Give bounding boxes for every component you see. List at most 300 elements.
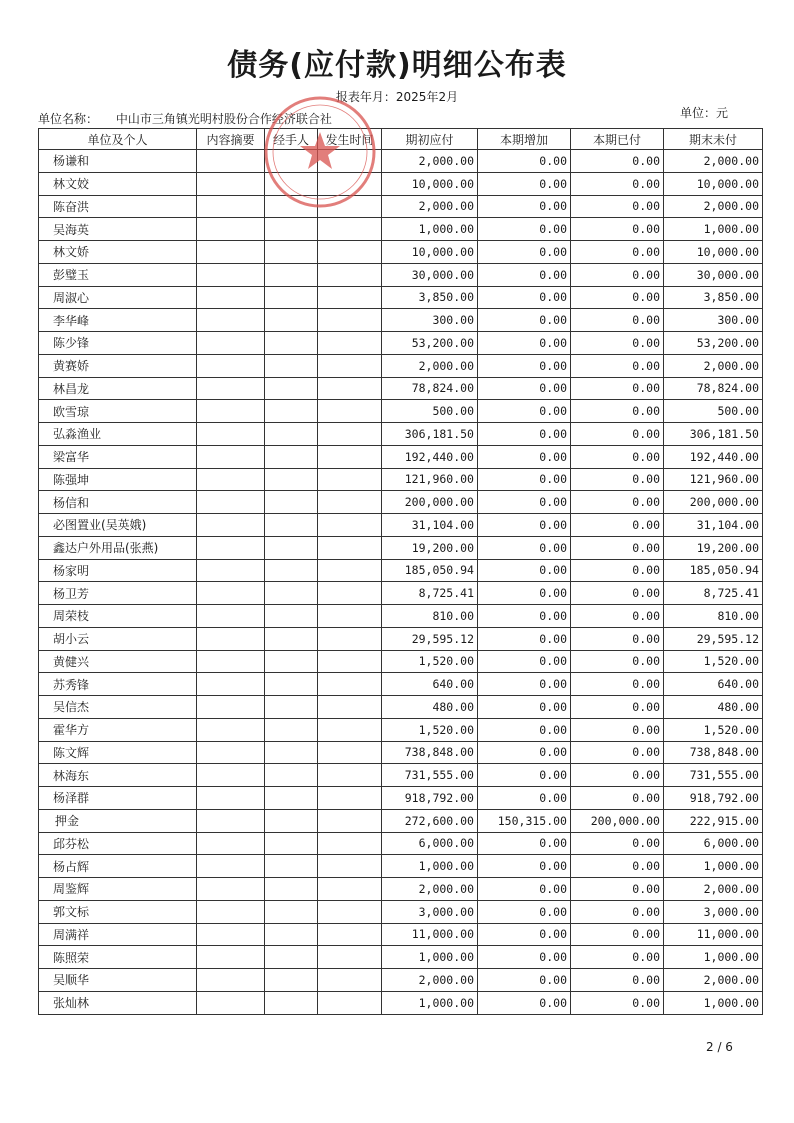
table-row xyxy=(39,718,763,741)
table-row xyxy=(39,946,763,969)
row-increase-cell: 0.00 xyxy=(478,855,571,878)
row-closing-cell: 2,000.00 xyxy=(664,150,763,173)
row-name-cell: 杨卫芳 xyxy=(39,582,197,605)
row-closing-cell: 121,960.00 xyxy=(664,468,763,491)
row-increase-cell: 0.00 xyxy=(478,832,571,855)
table-row xyxy=(39,764,763,787)
table-row xyxy=(39,900,763,923)
row-date-cell xyxy=(318,650,382,673)
row-opening-cell: 53,200.00 xyxy=(382,332,478,355)
row-paid-cell: 0.00 xyxy=(571,445,664,468)
row-summary-cell xyxy=(197,241,265,264)
row-date-cell xyxy=(318,332,382,355)
row-handler-cell xyxy=(265,241,318,264)
row-closing-cell: 30,000.00 xyxy=(664,263,763,286)
row-closing-cell: 1,000.00 xyxy=(664,946,763,969)
row-opening-cell: 1,520.00 xyxy=(382,718,478,741)
row-increase-cell: 0.00 xyxy=(478,332,571,355)
table-row xyxy=(39,605,763,628)
row-summary-cell xyxy=(197,218,265,241)
row-paid-cell: 0.00 xyxy=(571,172,664,195)
table-row xyxy=(39,332,763,355)
row-opening-cell: 810.00 xyxy=(382,605,478,628)
row-date-cell xyxy=(318,218,382,241)
row-closing-cell: 29,595.12 xyxy=(664,627,763,650)
row-handler-cell xyxy=(265,764,318,787)
row-handler-cell xyxy=(265,218,318,241)
row-date-cell xyxy=(318,468,382,491)
row-closing-cell: 10,000.00 xyxy=(664,172,763,195)
row-paid-cell: 0.00 xyxy=(571,400,664,423)
row-closing-cell: 31,104.00 xyxy=(664,514,763,537)
row-closing-cell: 2,000.00 xyxy=(664,195,763,218)
row-name-cell: 林昌龙 xyxy=(39,377,197,400)
row-summary-cell xyxy=(197,263,265,286)
row-opening-cell: 192,440.00 xyxy=(382,445,478,468)
row-increase-cell: 0.00 xyxy=(478,286,571,309)
header-increase: 本期增加 xyxy=(478,129,571,150)
row-handler-cell xyxy=(265,377,318,400)
row-closing-cell: 10,000.00 xyxy=(664,241,763,264)
row-opening-cell: 2,000.00 xyxy=(382,150,478,173)
row-date-cell xyxy=(318,263,382,286)
table-row xyxy=(39,878,763,901)
row-summary-cell xyxy=(197,991,265,1014)
row-closing-cell: 192,440.00 xyxy=(664,445,763,468)
row-closing-cell: 1,520.00 xyxy=(664,650,763,673)
row-opening-cell: 29,595.12 xyxy=(382,627,478,650)
row-name-cell: 梁富华 xyxy=(39,445,197,468)
row-closing-cell: 3,000.00 xyxy=(664,900,763,923)
row-date-cell xyxy=(318,946,382,969)
row-increase-cell: 0.00 xyxy=(478,741,571,764)
row-handler-cell xyxy=(265,423,318,446)
row-date-cell xyxy=(318,423,382,446)
row-closing-cell: 500.00 xyxy=(664,400,763,423)
row-summary-cell xyxy=(197,696,265,719)
row-name-cell: 黄赛娇 xyxy=(39,354,197,377)
row-increase-cell: 0.00 xyxy=(478,696,571,719)
row-paid-cell: 0.00 xyxy=(571,423,664,446)
table-row xyxy=(39,969,763,992)
row-paid-cell: 0.00 xyxy=(571,150,664,173)
row-paid-cell: 0.00 xyxy=(571,309,664,332)
row-handler-cell xyxy=(265,923,318,946)
row-summary-cell xyxy=(197,195,265,218)
row-opening-cell: 300.00 xyxy=(382,309,478,332)
row-date-cell xyxy=(318,809,382,832)
row-increase-cell: 0.00 xyxy=(478,514,571,537)
row-handler-cell xyxy=(265,332,318,355)
row-date-cell xyxy=(318,991,382,1014)
row-name-cell: 吴海英 xyxy=(39,218,197,241)
row-closing-cell: 78,824.00 xyxy=(664,377,763,400)
header-date: 发生时间 xyxy=(318,129,382,150)
row-paid-cell: 0.00 xyxy=(571,923,664,946)
row-paid-cell: 0.00 xyxy=(571,741,664,764)
row-name-cell: 苏秀锋 xyxy=(39,673,197,696)
table-row xyxy=(39,787,763,810)
row-paid-cell: 0.00 xyxy=(571,718,664,741)
row-date-cell xyxy=(318,855,382,878)
row-name-cell: 张灿林 xyxy=(39,991,197,1014)
row-name-cell: 黄健兴 xyxy=(39,650,197,673)
row-closing-cell: 2,000.00 xyxy=(664,354,763,377)
row-opening-cell: 2,000.00 xyxy=(382,878,478,901)
table-row xyxy=(39,241,763,264)
row-closing-cell: 11,000.00 xyxy=(664,923,763,946)
row-name-cell: 押金 xyxy=(39,809,197,832)
row-paid-cell: 0.00 xyxy=(571,514,664,537)
table-row xyxy=(39,582,763,605)
row-paid-cell: 0.00 xyxy=(571,650,664,673)
row-increase-cell: 0.00 xyxy=(478,445,571,468)
row-date-cell xyxy=(318,696,382,719)
row-date-cell xyxy=(318,673,382,696)
row-opening-cell: 2,000.00 xyxy=(382,195,478,218)
row-name-cell: 杨谦和 xyxy=(39,150,197,173)
row-paid-cell: 0.00 xyxy=(571,991,664,1014)
row-summary-cell xyxy=(197,673,265,696)
row-closing-cell: 1,000.00 xyxy=(664,218,763,241)
row-date-cell xyxy=(318,309,382,332)
row-summary-cell xyxy=(197,741,265,764)
report-period: 报表年月：2025年2月 xyxy=(335,90,459,104)
row-paid-cell: 0.00 xyxy=(571,263,664,286)
row-paid-cell: 0.00 xyxy=(571,195,664,218)
row-summary-cell xyxy=(197,536,265,559)
row-opening-cell: 185,050.94 xyxy=(382,559,478,582)
row-increase-cell: 0.00 xyxy=(478,354,571,377)
row-summary-cell xyxy=(197,946,265,969)
row-paid-cell: 0.00 xyxy=(571,627,664,650)
row-name-cell: 林文娇 xyxy=(39,241,197,264)
row-opening-cell: 738,848.00 xyxy=(382,741,478,764)
row-summary-cell xyxy=(197,354,265,377)
row-paid-cell: 0.00 xyxy=(571,764,664,787)
table-row xyxy=(39,218,763,241)
row-name-cell: 杨信和 xyxy=(39,491,197,514)
row-opening-cell: 2,000.00 xyxy=(382,969,478,992)
page-number: 2 / 6 xyxy=(706,1040,733,1054)
row-opening-cell: 306,181.50 xyxy=(382,423,478,446)
row-date-cell xyxy=(318,741,382,764)
row-opening-cell: 272,600.00 xyxy=(382,809,478,832)
unit-name-value: 中山市三角镇光明村股份合作经济联合社 xyxy=(115,112,332,126)
row-name-cell: 鑫达户外用品(张燕) xyxy=(39,536,197,559)
row-paid-cell: 0.00 xyxy=(571,559,664,582)
row-closing-cell: 2,000.00 xyxy=(664,878,763,901)
row-date-cell xyxy=(318,286,382,309)
header-closing: 期末未付 xyxy=(664,129,763,150)
row-name-cell: 郭文标 xyxy=(39,900,197,923)
row-opening-cell: 19,200.00 xyxy=(382,536,478,559)
row-name-cell: 吴顺华 xyxy=(39,969,197,992)
row-date-cell xyxy=(318,514,382,537)
row-increase-cell: 0.00 xyxy=(478,263,571,286)
table-row xyxy=(39,559,763,582)
row-paid-cell: 0.00 xyxy=(571,354,664,377)
table-row xyxy=(39,286,763,309)
row-summary-cell xyxy=(197,605,265,628)
row-handler-cell xyxy=(265,787,318,810)
row-opening-cell: 31,104.00 xyxy=(382,514,478,537)
row-date-cell xyxy=(318,445,382,468)
row-name-cell: 周鉴辉 xyxy=(39,878,197,901)
row-handler-cell xyxy=(265,650,318,673)
row-paid-cell: 0.00 xyxy=(571,605,664,628)
row-increase-cell: 150,315.00 xyxy=(478,809,571,832)
header-entity: 单位及个人 xyxy=(39,129,197,150)
row-summary-cell xyxy=(197,832,265,855)
row-handler-cell xyxy=(265,468,318,491)
row-name-cell: 陈奋洪 xyxy=(39,195,197,218)
row-increase-cell: 0.00 xyxy=(478,400,571,423)
row-closing-cell: 306,181.50 xyxy=(664,423,763,446)
row-increase-cell: 0.00 xyxy=(478,900,571,923)
row-increase-cell: 0.00 xyxy=(478,195,571,218)
row-summary-cell xyxy=(197,150,265,173)
row-date-cell xyxy=(318,718,382,741)
header-opening: 期初应付 xyxy=(382,129,478,150)
table-row xyxy=(39,991,763,1014)
header-summary: 内容摘要 xyxy=(197,129,265,150)
row-paid-cell: 200,000.00 xyxy=(571,809,664,832)
row-increase-cell: 0.00 xyxy=(478,423,571,446)
row-name-cell: 欧雪琼 xyxy=(39,400,197,423)
row-opening-cell: 3,000.00 xyxy=(382,900,478,923)
table-row xyxy=(39,923,763,946)
row-increase-cell: 0.00 xyxy=(478,787,571,810)
row-closing-cell: 640.00 xyxy=(664,673,763,696)
table-row xyxy=(39,536,763,559)
row-handler-cell xyxy=(265,696,318,719)
row-paid-cell: 0.00 xyxy=(571,286,664,309)
row-summary-cell xyxy=(197,309,265,332)
row-handler-cell xyxy=(265,991,318,1014)
row-closing-cell: 3,850.00 xyxy=(664,286,763,309)
row-name-cell: 陈少锋 xyxy=(39,332,197,355)
row-name-cell: 杨家明 xyxy=(39,559,197,582)
row-opening-cell: 200,000.00 xyxy=(382,491,478,514)
row-summary-cell xyxy=(197,377,265,400)
row-name-cell: 陈文辉 xyxy=(39,741,197,764)
row-increase-cell: 0.00 xyxy=(478,377,571,400)
row-closing-cell: 300.00 xyxy=(664,309,763,332)
row-name-cell: 陈强坤 xyxy=(39,468,197,491)
row-closing-cell: 731,555.00 xyxy=(664,764,763,787)
header-paid: 本期已付 xyxy=(571,129,664,150)
row-paid-cell: 0.00 xyxy=(571,832,664,855)
row-summary-cell xyxy=(197,855,265,878)
row-closing-cell: 2,000.00 xyxy=(664,969,763,992)
table-row xyxy=(39,696,763,719)
row-date-cell xyxy=(318,491,382,514)
row-name-cell: 弘淼渔业 xyxy=(39,423,197,446)
row-handler-cell xyxy=(265,718,318,741)
table-row xyxy=(39,741,763,764)
row-name-cell: 周荣枝 xyxy=(39,605,197,628)
row-increase-cell: 0.00 xyxy=(478,309,571,332)
table-header-row xyxy=(39,129,763,150)
row-opening-cell: 10,000.00 xyxy=(382,241,478,264)
table-row xyxy=(39,468,763,491)
row-handler-cell xyxy=(265,878,318,901)
table-row xyxy=(39,514,763,537)
row-increase-cell: 0.00 xyxy=(478,150,571,173)
table-row xyxy=(39,263,763,286)
row-handler-cell xyxy=(265,582,318,605)
row-increase-cell: 0.00 xyxy=(478,991,571,1014)
row-paid-cell: 0.00 xyxy=(571,468,664,491)
row-opening-cell: 1,000.00 xyxy=(382,946,478,969)
row-summary-cell xyxy=(197,787,265,810)
row-name-cell: 邱芬松 xyxy=(39,832,197,855)
row-name-cell: 彭璧玉 xyxy=(39,263,197,286)
row-opening-cell: 10,000.00 xyxy=(382,172,478,195)
row-handler-cell xyxy=(265,855,318,878)
row-name-cell: 杨占辉 xyxy=(39,855,197,878)
row-increase-cell: 0.00 xyxy=(478,627,571,650)
row-summary-cell xyxy=(197,332,265,355)
row-date-cell xyxy=(318,605,382,628)
row-closing-cell: 918,792.00 xyxy=(664,787,763,810)
row-opening-cell: 480.00 xyxy=(382,696,478,719)
row-opening-cell: 500.00 xyxy=(382,400,478,423)
row-increase-cell: 0.00 xyxy=(478,946,571,969)
row-date-cell xyxy=(318,923,382,946)
row-handler-cell xyxy=(265,809,318,832)
row-summary-cell xyxy=(197,764,265,787)
row-summary-cell xyxy=(197,423,265,446)
row-paid-cell: 0.00 xyxy=(571,946,664,969)
row-opening-cell: 1,000.00 xyxy=(382,855,478,878)
row-increase-cell: 0.00 xyxy=(478,536,571,559)
row-name-cell: 周满祥 xyxy=(39,923,197,946)
row-summary-cell xyxy=(197,445,265,468)
row-increase-cell: 0.00 xyxy=(478,764,571,787)
row-summary-cell xyxy=(197,286,265,309)
row-paid-cell: 0.00 xyxy=(571,855,664,878)
row-closing-cell: 810.00 xyxy=(664,605,763,628)
row-summary-cell xyxy=(197,559,265,582)
row-paid-cell: 0.00 xyxy=(571,536,664,559)
unit-name-label: 单位名称： xyxy=(38,112,99,126)
table-row xyxy=(39,377,763,400)
row-closing-cell: 1,000.00 xyxy=(664,855,763,878)
row-increase-cell: 0.00 xyxy=(478,491,571,514)
row-summary-cell xyxy=(197,969,265,992)
table-row xyxy=(39,627,763,650)
row-handler-cell xyxy=(265,969,318,992)
row-closing-cell: 1,520.00 xyxy=(664,718,763,741)
official-seal-stamp xyxy=(262,94,378,210)
row-paid-cell: 0.00 xyxy=(571,969,664,992)
row-paid-cell: 0.00 xyxy=(571,218,664,241)
row-handler-cell xyxy=(265,263,318,286)
table-row xyxy=(39,172,763,195)
row-name-cell: 霍华方 xyxy=(39,718,197,741)
row-closing-cell: 200,000.00 xyxy=(664,491,763,514)
table-row xyxy=(39,809,763,832)
table-row xyxy=(39,650,763,673)
currency-unit: 单位：元 xyxy=(680,106,729,120)
row-increase-cell: 0.00 xyxy=(478,241,571,264)
row-increase-cell: 0.00 xyxy=(478,969,571,992)
table-row xyxy=(39,445,763,468)
table-row xyxy=(39,423,763,446)
row-handler-cell xyxy=(265,354,318,377)
row-opening-cell: 731,555.00 xyxy=(382,764,478,787)
table-row xyxy=(39,855,763,878)
row-increase-cell: 0.00 xyxy=(478,559,571,582)
row-summary-cell xyxy=(197,923,265,946)
row-increase-cell: 0.00 xyxy=(478,468,571,491)
row-opening-cell: 78,824.00 xyxy=(382,377,478,400)
row-name-cell: 必图置业(吴英娥) xyxy=(39,514,197,537)
row-closing-cell: 1,000.00 xyxy=(664,991,763,1014)
row-paid-cell: 0.00 xyxy=(571,673,664,696)
table-row xyxy=(39,150,763,173)
table-row xyxy=(39,354,763,377)
document-title: 债务(应付款)明细公布表 xyxy=(227,48,567,83)
table-row xyxy=(39,195,763,218)
row-opening-cell: 2,000.00 xyxy=(382,354,478,377)
row-opening-cell: 918,792.00 xyxy=(382,787,478,810)
row-closing-cell: 738,848.00 xyxy=(664,741,763,764)
row-handler-cell xyxy=(265,832,318,855)
row-increase-cell: 0.00 xyxy=(478,172,571,195)
row-name-cell: 吴信杰 xyxy=(39,696,197,719)
row-opening-cell: 11,000.00 xyxy=(382,923,478,946)
row-name-cell: 林文姣 xyxy=(39,172,197,195)
row-increase-cell: 0.00 xyxy=(478,878,571,901)
row-date-cell xyxy=(318,559,382,582)
row-date-cell xyxy=(318,354,382,377)
row-summary-cell xyxy=(197,900,265,923)
row-increase-cell: 0.00 xyxy=(478,218,571,241)
row-name-cell: 陈照荣 xyxy=(39,946,197,969)
row-opening-cell: 1,000.00 xyxy=(382,218,478,241)
row-paid-cell: 0.00 xyxy=(571,491,664,514)
row-increase-cell: 0.00 xyxy=(478,718,571,741)
row-date-cell xyxy=(318,764,382,787)
row-closing-cell: 185,050.94 xyxy=(664,559,763,582)
row-handler-cell xyxy=(265,309,318,332)
row-closing-cell: 8,725.41 xyxy=(664,582,763,605)
row-closing-cell: 53,200.00 xyxy=(664,332,763,355)
row-summary-cell xyxy=(197,718,265,741)
row-closing-cell: 6,000.00 xyxy=(664,832,763,855)
ledger-table xyxy=(38,128,763,1015)
row-handler-cell xyxy=(265,514,318,537)
row-name-cell: 李华峰 xyxy=(39,309,197,332)
row-date-cell xyxy=(318,787,382,810)
row-closing-cell: 480.00 xyxy=(664,696,763,719)
row-opening-cell: 121,960.00 xyxy=(382,468,478,491)
row-opening-cell: 1,520.00 xyxy=(382,650,478,673)
row-opening-cell: 1,000.00 xyxy=(382,991,478,1014)
row-date-cell xyxy=(318,400,382,423)
row-paid-cell: 0.00 xyxy=(571,787,664,810)
row-increase-cell: 0.00 xyxy=(478,650,571,673)
row-summary-cell xyxy=(197,491,265,514)
row-summary-cell xyxy=(197,172,265,195)
row-opening-cell: 640.00 xyxy=(382,673,478,696)
table-row xyxy=(39,673,763,696)
table-row xyxy=(39,400,763,423)
row-paid-cell: 0.00 xyxy=(571,241,664,264)
